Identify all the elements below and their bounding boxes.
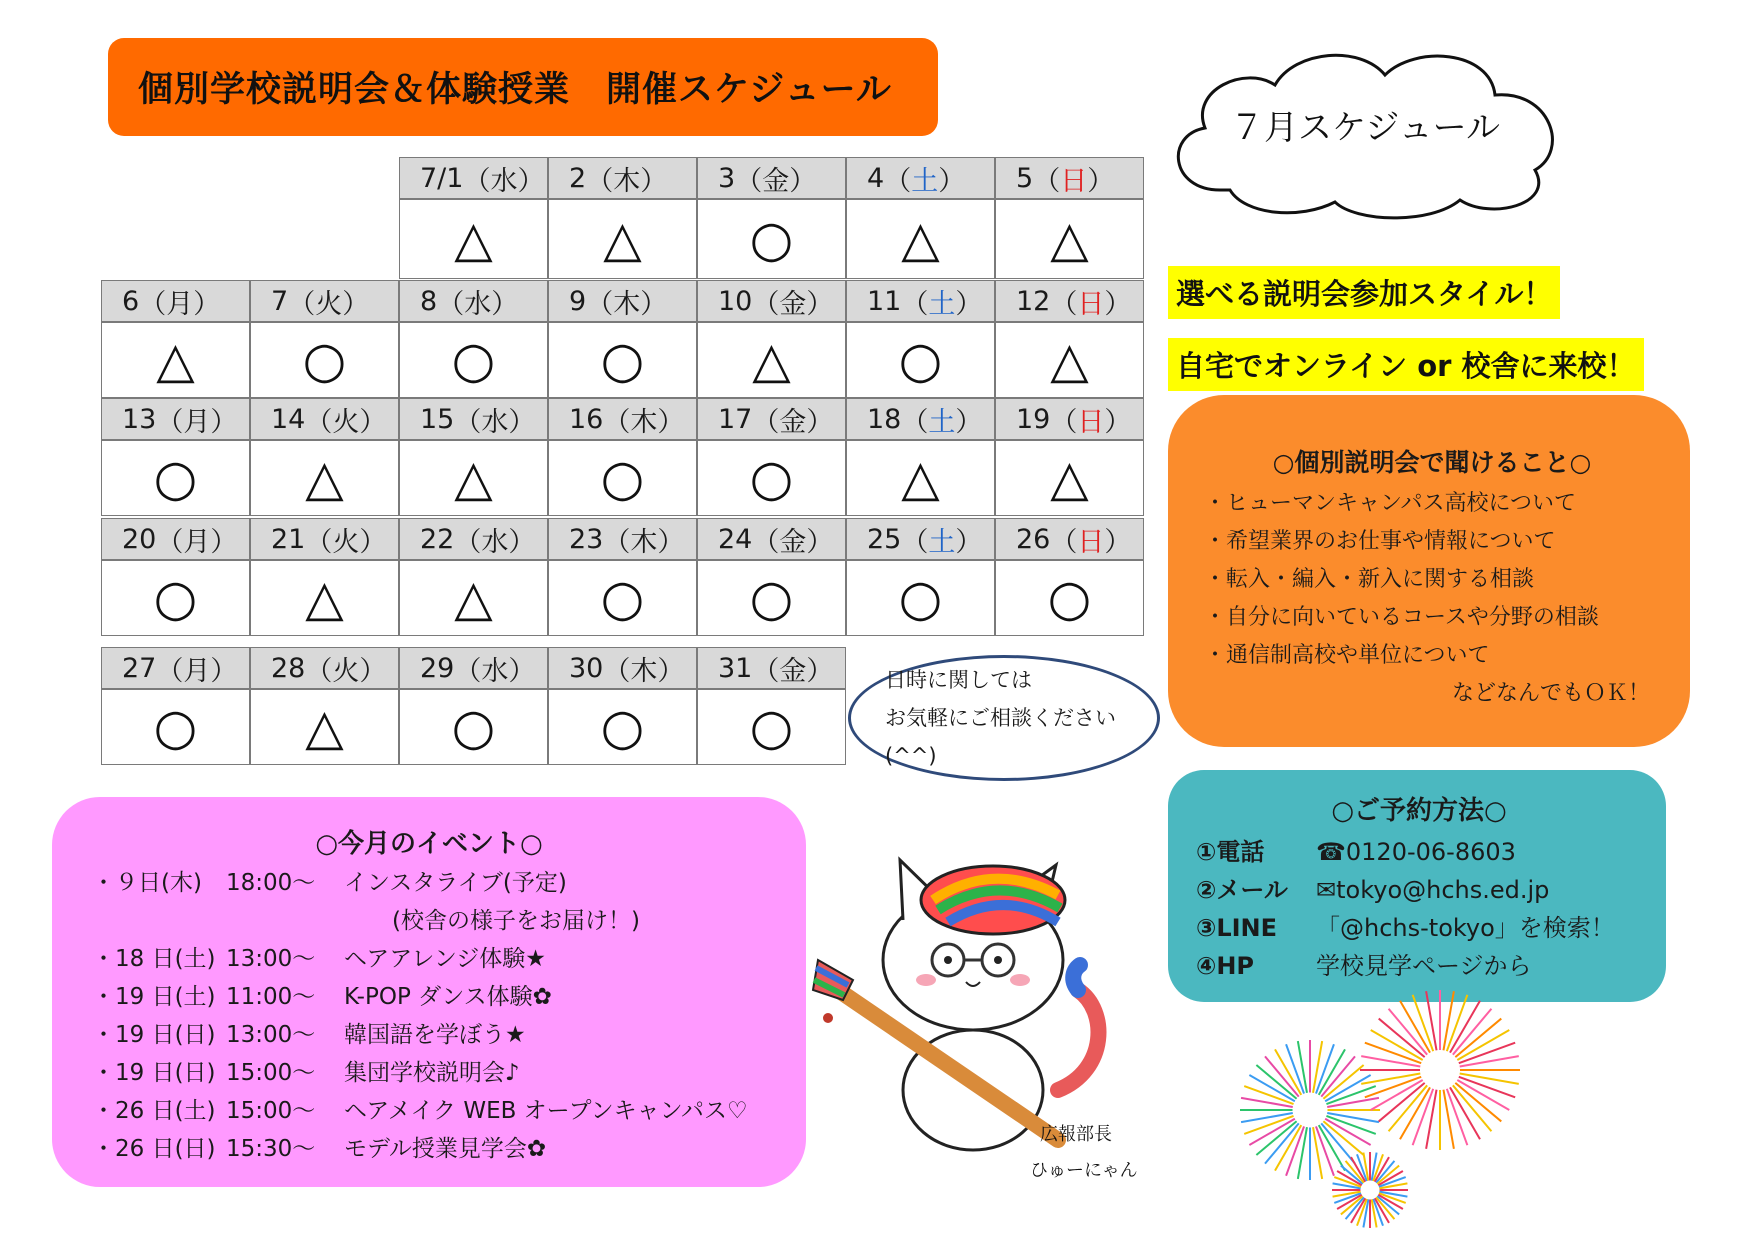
event-time: 13:00～ <box>226 946 316 972</box>
paren-close: ） <box>491 288 519 320</box>
day-number: 10 <box>718 285 753 317</box>
paren-open: （ <box>156 526 184 558</box>
paren-close: ） <box>1104 288 1132 320</box>
availability-mark: △ <box>548 199 697 279</box>
event-time: 13:00～ <box>226 1022 316 1048</box>
day-header <box>697 518 846 560</box>
reservation-row <box>1196 909 1642 947</box>
paren-open: （ <box>437 288 465 320</box>
day-number: 5 <box>1016 162 1034 194</box>
day-header <box>399 518 548 560</box>
day-of-week: 木 <box>630 655 658 687</box>
paren-open: （ <box>156 655 184 687</box>
firework-spark <box>1365 1043 1421 1064</box>
day-header <box>846 157 995 199</box>
firework-spark <box>1447 1089 1468 1145</box>
paren-open: （ <box>1050 406 1078 438</box>
day-header <box>548 647 697 689</box>
day-header <box>846 398 995 440</box>
day-number: 11 <box>867 285 902 317</box>
event-title: モデル授業見学会✿ <box>344 1136 547 1162</box>
day-of-week: 土 <box>928 526 956 558</box>
day-of-week: 木 <box>613 288 641 320</box>
paren-close: ） <box>517 165 545 197</box>
day-of-week: 金 <box>779 526 807 558</box>
day-of-week: 土 <box>928 406 956 438</box>
day-header <box>399 398 548 440</box>
paren-close: ） <box>1104 406 1132 438</box>
availability-mark: △ <box>995 199 1144 279</box>
cloud-label <box>1160 40 1580 220</box>
availability-mark: ○ <box>697 689 846 765</box>
events-heading: ○今月のイベント○ <box>315 829 543 859</box>
day-number: 15 <box>420 403 455 435</box>
availability-mark: △ <box>995 440 1144 516</box>
paren-close: ） <box>359 526 387 558</box>
availability-mark: ○ <box>101 689 250 765</box>
fireworks-illustration <box>1240 990 1560 1230</box>
availability-mark: ○ <box>548 322 697 398</box>
availability-mark: △ <box>399 199 548 279</box>
info-tail: などなんでもＯＫ！ <box>1451 681 1650 706</box>
event-row <box>92 1092 806 1130</box>
paren-close: ） <box>640 165 668 197</box>
day-number: 12 <box>1016 285 1051 317</box>
day-of-week: 火 <box>315 288 343 320</box>
availability-mark: △ <box>846 199 995 279</box>
firework-spark <box>1460 1056 1519 1066</box>
firework-spark <box>1459 1043 1515 1064</box>
paren-close: ） <box>955 288 983 320</box>
paren-open: （ <box>603 406 631 438</box>
info-box <box>1168 395 1690 747</box>
day-header <box>995 280 1144 322</box>
note-line-2: お気軽にご相談ください(^^) <box>885 706 1116 768</box>
day-header <box>250 398 399 440</box>
day-header <box>846 280 995 322</box>
day-of-week: 火 <box>332 526 360 558</box>
event-title: 韓国語を学ぼう★ <box>344 1022 526 1048</box>
reservation-row <box>1196 947 1642 985</box>
event-row <box>92 864 806 902</box>
day-of-week: 金 <box>779 406 807 438</box>
day-number: 19 <box>1016 403 1051 435</box>
availability-mark: ○ <box>846 560 995 636</box>
paren-close: ） <box>806 406 834 438</box>
info-item: ・ヒューマンキャンパス高校について <box>1204 491 1577 516</box>
info-item: ・希望業界のお仕事や情報について <box>1204 529 1556 554</box>
availability-mark: △ <box>250 560 399 636</box>
paren-close: ） <box>789 165 817 197</box>
paren-close: ） <box>1087 165 1115 197</box>
day-number: 8 <box>420 285 438 317</box>
firework-spark <box>1241 1098 1293 1107</box>
availability-mark: ○ <box>995 560 1144 636</box>
day-number: 20 <box>122 523 157 555</box>
paren-open: （ <box>454 406 482 438</box>
day-number: 3 <box>718 162 736 194</box>
day-header <box>697 398 846 440</box>
paren-open: （ <box>603 655 631 687</box>
event-time: 11:00～ <box>226 984 316 1010</box>
firework-spark <box>1426 1090 1436 1149</box>
paren-close: ） <box>508 406 536 438</box>
paren-close: ） <box>955 406 983 438</box>
reservation-box <box>1168 770 1666 1002</box>
reservation-method: ①電話 <box>1196 838 1265 866</box>
availability-mark: ○ <box>101 440 250 516</box>
firework-spark <box>1447 995 1468 1051</box>
paren-close: ） <box>955 526 983 558</box>
reservation-detail: 学校見学ページから <box>1316 952 1532 980</box>
firework-spark <box>1460 1073 1519 1083</box>
day-number: 22 <box>420 523 455 555</box>
availability-mark: ○ <box>697 199 846 279</box>
day-header <box>548 157 697 199</box>
paren-close: ） <box>210 406 238 438</box>
paren-open: （ <box>463 165 491 197</box>
firework-spark <box>1298 1041 1307 1093</box>
day-header <box>399 647 548 689</box>
availability-mark: ○ <box>697 560 846 636</box>
firework-spark <box>1298 1127 1307 1179</box>
info-item: ・自分に向いているコースや分野の相談 <box>1204 605 1599 630</box>
firework-spark <box>1361 1056 1420 1066</box>
day-of-week: 日 <box>1077 526 1105 558</box>
day-number: 13 <box>122 403 157 435</box>
day-number: 17 <box>718 403 753 435</box>
paren-close: ） <box>1104 526 1132 558</box>
day-number: 25 <box>867 523 902 555</box>
firework-spark <box>1459 1077 1515 1098</box>
paren-open: （ <box>735 165 763 197</box>
day-header <box>101 398 250 440</box>
availability-mark: ○ <box>250 322 399 398</box>
event-row <box>92 1130 806 1168</box>
day-of-week: 土 <box>928 288 956 320</box>
note-line-1: 日時に関しては <box>885 668 1032 692</box>
event-date: ・26 日(土) <box>92 1098 216 1124</box>
paren-open: （ <box>1050 526 1078 558</box>
day-number: 26 <box>1016 523 1051 555</box>
day-of-week: 水 <box>490 165 518 197</box>
day-header <box>995 398 1144 440</box>
event-row <box>92 1054 806 1092</box>
reservation-row <box>1196 871 1642 909</box>
info-item: ・転入・編入・新入に関する相談 <box>1204 567 1535 592</box>
highlight-online: 自宅でオンライン or 校舎に来校！ <box>1168 338 1644 391</box>
event-date: ・19 日(土) <box>92 984 216 1010</box>
firework-spark <box>1413 1089 1434 1145</box>
info-item: ・通信制高校や単位について <box>1204 643 1490 668</box>
day-of-week: 金 <box>779 288 807 320</box>
events-box <box>52 797 806 1187</box>
day-number: 30 <box>569 652 604 684</box>
title-banner <box>108 38 938 136</box>
paren-open: （ <box>752 526 780 558</box>
info-heading: ○個別説明会で聞けること○ <box>1272 448 1592 477</box>
day-number: 21 <box>271 523 306 555</box>
mascot-illustration <box>808 840 1138 1181</box>
day-number: 24 <box>718 523 753 555</box>
event-title: K-POP ダンス体験✿ <box>344 984 552 1010</box>
firework-spark <box>1426 991 1436 1050</box>
reservation-detail: 「@hchs-tokyo」を検索！ <box>1316 914 1615 942</box>
day-number: 9 <box>569 285 587 317</box>
paren-close: ） <box>193 288 221 320</box>
day-number: 23 <box>569 523 604 555</box>
event-date: ・19 日(日) <box>92 1060 216 1086</box>
paren-open: （ <box>156 406 184 438</box>
paren-close: ） <box>806 526 834 558</box>
paren-close: ） <box>508 526 536 558</box>
day-header <box>250 280 399 322</box>
paren-open: （ <box>1033 165 1061 197</box>
day-of-week: 日 <box>1077 406 1105 438</box>
paren-open: （ <box>586 288 614 320</box>
event-row <box>92 978 806 1016</box>
day-of-week: 水 <box>481 526 509 558</box>
event-date: ・19 日(日) <box>92 1022 216 1048</box>
day-number: 18 <box>867 403 902 435</box>
day-number: 29 <box>420 652 455 684</box>
day-number: 31 <box>718 652 753 684</box>
paren-close: ） <box>657 406 685 438</box>
day-number: 28 <box>271 652 306 684</box>
day-of-week: 日 <box>1077 288 1105 320</box>
reservation-method: ③LINE <box>1196 914 1278 942</box>
paren-open: （ <box>305 406 333 438</box>
event-date: ・18 日(土) <box>92 946 216 972</box>
availability-mark: △ <box>399 560 548 636</box>
day-header <box>399 280 548 322</box>
day-number: 14 <box>271 403 306 435</box>
event-title: ヘアアレンジ体験★ <box>344 946 546 972</box>
event-row <box>92 1016 806 1054</box>
day-number: 27 <box>122 652 157 684</box>
paren-open: （ <box>454 526 482 558</box>
day-of-week: 土 <box>911 165 939 197</box>
day-of-week: 火 <box>332 655 360 687</box>
page-title: 個別学校説明会＆体験授業 開催スケジュール <box>138 70 892 110</box>
reservation-method: ②メール <box>1196 876 1288 904</box>
firework-spark <box>1313 1127 1322 1179</box>
day-header <box>101 280 250 322</box>
day-header <box>101 647 250 689</box>
paren-close: ） <box>508 655 536 687</box>
reservation-row <box>1196 833 1642 871</box>
paren-open: （ <box>752 655 780 687</box>
highlight-style: 選べる説明会参加スタイル！ <box>1168 266 1560 319</box>
day-header <box>995 518 1144 560</box>
availability-mark: △ <box>995 322 1144 398</box>
paren-open: （ <box>139 288 167 320</box>
day-header <box>250 647 399 689</box>
paren-close: ） <box>210 655 238 687</box>
day-header <box>548 280 697 322</box>
availability-mark: ○ <box>548 560 697 636</box>
availability-mark: △ <box>697 322 846 398</box>
paren-open: （ <box>454 655 482 687</box>
firework-spark <box>1327 1113 1379 1122</box>
day-number: 7/1 <box>420 162 464 194</box>
event-title: 集団学校説明会♪ <box>344 1060 520 1086</box>
paren-close: ） <box>657 655 685 687</box>
event-date: ・26 日(日) <box>92 1136 216 1162</box>
firework-spark <box>1327 1098 1379 1107</box>
day-header <box>548 398 697 440</box>
paren-open: （ <box>752 406 780 438</box>
paren-open: （ <box>901 406 929 438</box>
availability-mark: ○ <box>846 322 995 398</box>
day-of-week: 火 <box>332 406 360 438</box>
day-header <box>697 157 846 199</box>
mascot-role: 広報部長 <box>1040 1124 1112 1145</box>
day-of-week: 木 <box>630 406 658 438</box>
day-of-week: 月 <box>166 288 194 320</box>
firework-spark <box>1241 1113 1293 1122</box>
day-number: 16 <box>569 403 604 435</box>
paren-close: ） <box>342 288 370 320</box>
fireworks-icon <box>1240 990 1560 1230</box>
availability-mark: ○ <box>697 440 846 516</box>
day-header <box>697 647 846 689</box>
firework-spark <box>1313 1041 1322 1093</box>
day-of-week: 金 <box>762 165 790 197</box>
day-of-week: 水 <box>464 288 492 320</box>
reservation-heading: ○ご予約方法○ <box>1331 796 1507 826</box>
day-number: 2 <box>569 162 587 194</box>
paren-open: （ <box>586 165 614 197</box>
paren-open: （ <box>1050 288 1078 320</box>
day-number: 4 <box>867 162 885 194</box>
paren-close: ） <box>806 655 834 687</box>
availability-mark: ○ <box>101 560 250 636</box>
reservation-method: ④HP <box>1196 952 1254 980</box>
day-of-week: 木 <box>630 526 658 558</box>
paren-close: ） <box>359 406 387 438</box>
event-time: 15:00～ <box>226 1098 316 1124</box>
reservation-detail: ☎0120-06-8603 <box>1316 838 1516 866</box>
day-of-week: 水 <box>481 406 509 438</box>
availability-mark: △ <box>846 440 995 516</box>
day-header <box>697 280 846 322</box>
day-header <box>846 518 995 560</box>
event-time: 15:30～ <box>226 1136 316 1162</box>
paren-open: （ <box>305 655 333 687</box>
availability-mark: ○ <box>548 440 697 516</box>
event-date: ・９日(木) <box>92 870 202 896</box>
day-of-week: 月 <box>183 526 211 558</box>
day-of-week: 月 <box>183 655 211 687</box>
paren-close: ） <box>210 526 238 558</box>
event-note: (校舎の様子をお届け！) <box>392 908 640 934</box>
day-of-week: 水 <box>481 655 509 687</box>
event-time: 18:00～ <box>226 870 316 896</box>
day-of-week: 金 <box>779 655 807 687</box>
consult-note <box>848 655 1160 781</box>
event-time: 15:00～ <box>226 1060 316 1086</box>
day-header <box>101 518 250 560</box>
paren-open: （ <box>901 288 929 320</box>
paren-open: （ <box>603 526 631 558</box>
availability-mark: ○ <box>399 689 548 765</box>
day-header <box>548 518 697 560</box>
day-header <box>399 157 548 199</box>
availability-mark: △ <box>250 689 399 765</box>
paren-open: （ <box>884 165 912 197</box>
day-number: 7 <box>271 285 289 317</box>
paren-close: ） <box>806 288 834 320</box>
day-header <box>995 157 1144 199</box>
firework-spark <box>1443 991 1453 1050</box>
day-header <box>250 518 399 560</box>
paren-open: （ <box>752 288 780 320</box>
day-number: 6 <box>122 285 140 317</box>
day-of-week: 木 <box>613 165 641 197</box>
availability-mark: △ <box>399 440 548 516</box>
paren-close: ） <box>938 165 966 197</box>
cloud-text: ７月スケジュール <box>1230 108 1500 148</box>
mascot-name: ひゅーにゃん <box>1030 1160 1138 1181</box>
day-of-week: 日 <box>1060 165 1088 197</box>
day-of-week: 月 <box>183 406 211 438</box>
event-title: インスタライブ(予定) <box>344 870 567 896</box>
availability-mark: △ <box>250 440 399 516</box>
paren-open: （ <box>901 526 929 558</box>
paren-open: （ <box>288 288 316 320</box>
event-row <box>92 940 806 978</box>
paren-open: （ <box>305 526 333 558</box>
paren-close: ） <box>359 655 387 687</box>
paren-close: ） <box>640 288 668 320</box>
reservation-detail: ✉tokyo@hchs.ed.jp <box>1316 876 1550 904</box>
availability-mark: ○ <box>399 322 548 398</box>
firework-spark <box>1413 995 1434 1051</box>
availability-mark: △ <box>101 322 250 398</box>
availability-mark: ○ <box>548 689 697 765</box>
firework-spark <box>1443 1090 1453 1149</box>
paren-close: ） <box>657 526 685 558</box>
event-title: ヘアメイク WEB オープンキャンパス♡ <box>344 1098 748 1124</box>
